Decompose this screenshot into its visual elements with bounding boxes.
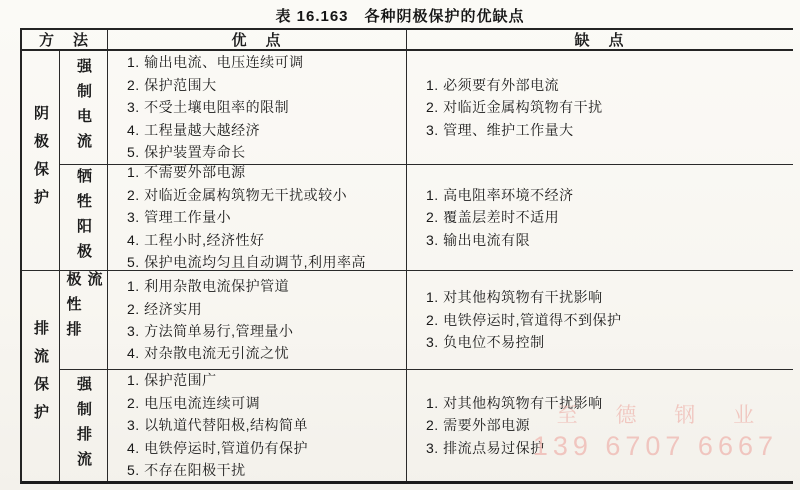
- list-item: 4. 工程量越大越经济: [127, 121, 261, 138]
- list-item: 1. 利用杂散电流保护管道: [127, 278, 290, 295]
- group-label-cathodic-protection: [22, 51, 59, 270]
- list-item: 1. 保护范围广: [127, 372, 217, 389]
- list-item: 5. 保护装置寿命长: [127, 144, 246, 161]
- page-title: 表 16.163 各种阴极保护的优缺点: [275, 8, 525, 25]
- watermark-company-name: 至 德 钢 业: [556, 404, 771, 427]
- header-cell-cons: 缺 点: [406, 30, 793, 51]
- group-label-text: 排流保护: [32, 320, 49, 432]
- list-item: 4. 电铁停运时,管道仍有保护: [127, 439, 308, 456]
- list-item: 2. 需要外部电源: [426, 417, 531, 434]
- list-item: 2. 对临近金属构筑物有干扰: [426, 99, 603, 116]
- pros-list-forced-drainage: [107, 369, 406, 481]
- list-item: 3. 管理、维护工作量大: [426, 121, 574, 138]
- pros-list-sacrificial-anode: [107, 164, 406, 270]
- method-label-polarity-drainage: [59, 270, 107, 369]
- method-label-forced-drainage: [59, 369, 107, 481]
- watermark-phone-number: 139 6707 6667: [532, 431, 778, 461]
- list-item: 5. 不存在阳极干扰: [127, 462, 246, 479]
- list-item: 3. 以轨道代替阳极,结构简单: [127, 417, 308, 434]
- list-item: 2. 电铁停运时,管道得不到保护: [426, 311, 622, 328]
- list-item: 3. 不受土壤电阻率的限制: [127, 99, 290, 116]
- group-label-drainage-protection: [22, 270, 59, 481]
- method-label-text: 极性排流: [64, 271, 103, 346]
- cons-list-polarity-drainage: [406, 270, 793, 369]
- list-item: 2. 覆盖层差时不适用: [426, 209, 560, 226]
- pros-list-polarity-drainage: [107, 270, 406, 369]
- cons-list-sacrificial-anode: [406, 164, 793, 270]
- list-item: 5. 保护电流均匀且自动调节,利用率高: [127, 254, 366, 271]
- list-item: 3. 输出电流有限: [426, 231, 531, 248]
- list-item: 1. 不需要外部电源: [127, 164, 246, 181]
- list-item: 3. 方法简单易行,管理量小: [127, 323, 294, 339]
- list-item: 1. 必须要有外部电流: [426, 76, 560, 93]
- list-item: 1. 对其他构筑物有干扰影响: [426, 394, 603, 411]
- header-cell-method: 方 法: [22, 30, 107, 51]
- method-label-sacrificial-anode: [59, 164, 107, 270]
- list-item: 4. 工程小时,经济性好: [127, 231, 265, 248]
- list-item: 1. 高电阻率环境不经济: [426, 186, 574, 203]
- list-item: 2. 保护范围大: [127, 76, 217, 93]
- list-item: 3. 负电位不易控制: [426, 334, 545, 351]
- list-item: 3. 管理工作量小: [127, 209, 232, 226]
- list-item: 3. 排流点易过保护: [426, 439, 545, 456]
- list-item: 2. 经济实用: [127, 300, 203, 317]
- list-item: 1. 对其他构筑物有干扰影响: [426, 289, 603, 306]
- group-label-text: 阴极保护: [32, 104, 49, 217]
- list-item: 4. 对杂散电流无引流之忧: [127, 345, 290, 362]
- cons-list-impressed-current: [406, 51, 793, 164]
- cons-list-forced-drainage: [406, 369, 793, 481]
- pros-cons-table: [20, 28, 793, 484]
- header-cell-pros: 优 点: [107, 30, 406, 51]
- list-item: 2. 电压电流连续可调: [127, 394, 261, 411]
- pros-list-impressed-current: [107, 51, 406, 164]
- method-label-impressed-current: [59, 51, 107, 164]
- method-label-text: 牺牲阳极: [75, 167, 92, 268]
- list-item: 2. 对临近金属构筑物无干扰或较小: [127, 186, 348, 203]
- method-label-text: 强制电流: [75, 57, 92, 158]
- list-item: 1. 输出电流、电压连续可调: [127, 54, 304, 71]
- method-label-text: 强制排流: [75, 375, 92, 476]
